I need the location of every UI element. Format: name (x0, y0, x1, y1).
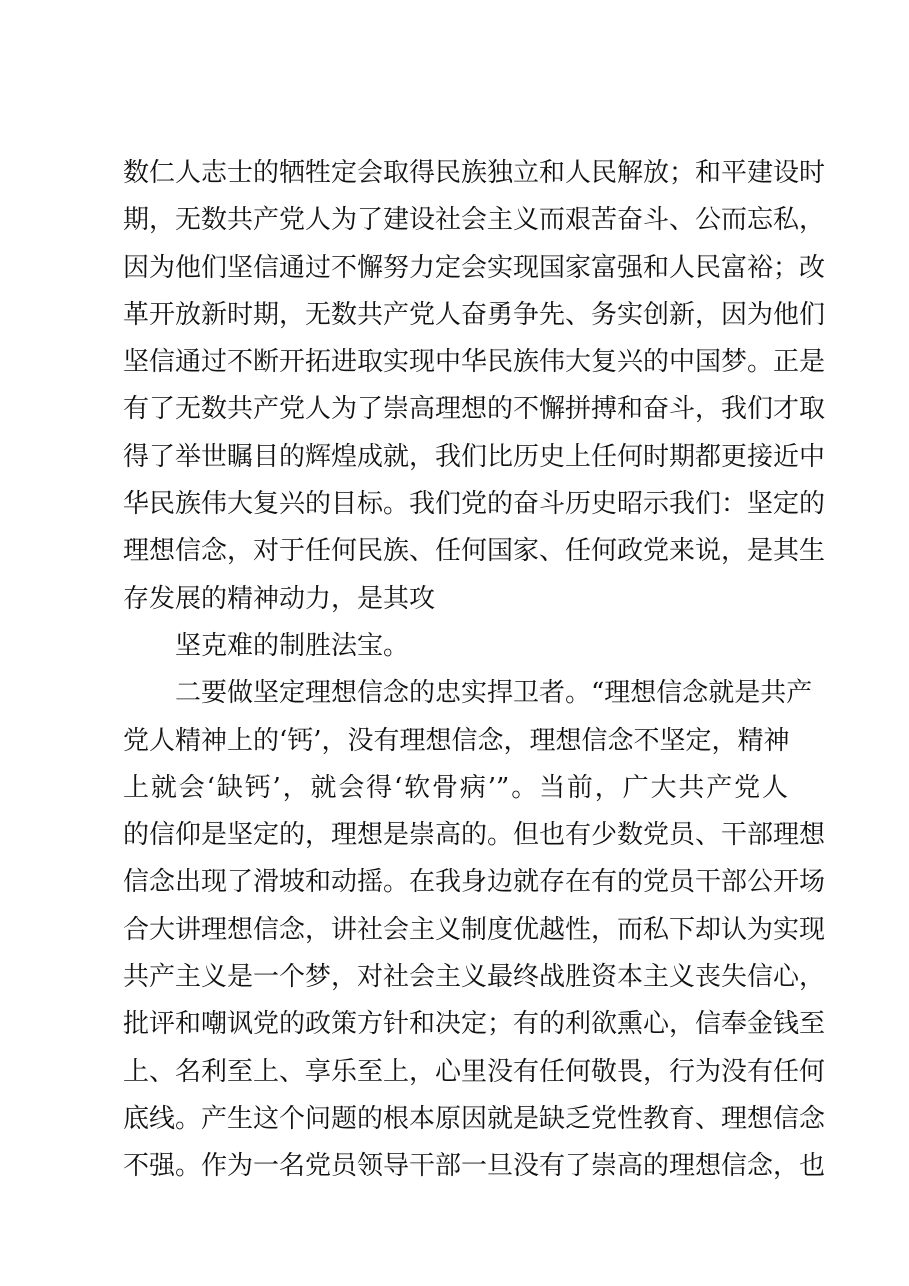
text-line: 坚信通过不断开拓进取实现中华民族伟大复兴的中国梦。正是 (123, 347, 826, 378)
text-line: 批评和嘲讽党的政策方针和决定；有的利欲熏心，信奉金钱至 (123, 1009, 826, 1040)
text-line: 理想信念，对于任何民族、任何国家、任何政党来说，是其生 (123, 536, 826, 567)
text-line: 因为他们坚信通过不懈努力定会实现国家富强和人民富裕；改 (123, 252, 826, 283)
text-line: 的信仰是坚定的，理想是崇高的。但也有少数党员、干部理想 (123, 820, 826, 851)
paragraph-first-line: 二要做坚定理想信念的忠实捍卫者。“理想信念就是共产 (175, 678, 813, 709)
text-line: 上、名利至上、享乐至上，心里没有任何敬畏，行为没有任何 (123, 1056, 826, 1087)
text-line: 华民族伟大复兴的目标。我们党的奋斗历史昭示我们：坚定的 (123, 489, 826, 520)
text-line: 不强。作为一名党员领导干部一旦没有了崇高的理想信念，也 (123, 1151, 826, 1182)
text-line: 存发展的精神动力，是其攻 (123, 583, 436, 614)
text-line: 上就会‘缺钙’，就会得‘软骨病’”。当前，广大共产党人 (123, 772, 788, 803)
text-line: 革开放新时期，无数共产党人奋勇争先、务实创新，因为他们 (123, 299, 826, 330)
text-line: 有了无数共产党人为了崇高理想的不懈拼搏和奋斗，我们才取 (123, 394, 826, 425)
text-line: 底线。产生这个问题的根本原因就是缺乏党性教育、理想信念 (123, 1103, 826, 1134)
text-line: 信念出现了滑坡和动摇。在我身边就存在有的党员干部公开场 (123, 867, 826, 898)
text-line: 党人精神上的‘钙’，没有理想信念，理想信念不坚定，精神 (123, 725, 790, 756)
text-line: 数仁人志士的牺牲定会取得民族独立和人民解放；和平建设时 (123, 158, 826, 188)
body-text (123, 150, 826, 1191)
text-line: 合大讲理想信念，讲社会主义制度优越性，而私下却认为实现 (123, 914, 826, 945)
text-line: 坚克难的制胜法宝。 (175, 630, 410, 661)
text-line: 期，无数共产党人为了建设社会主义而艰苦奋斗、公而忘私， (123, 205, 826, 236)
text-line: 共产主义是一个梦，对社会主义最终战胜资本主义丧失信心， (123, 962, 826, 993)
text-line: 得了举世瞩目的辉煌成就，我们比历史上任何时期都更接近中 (123, 441, 826, 472)
